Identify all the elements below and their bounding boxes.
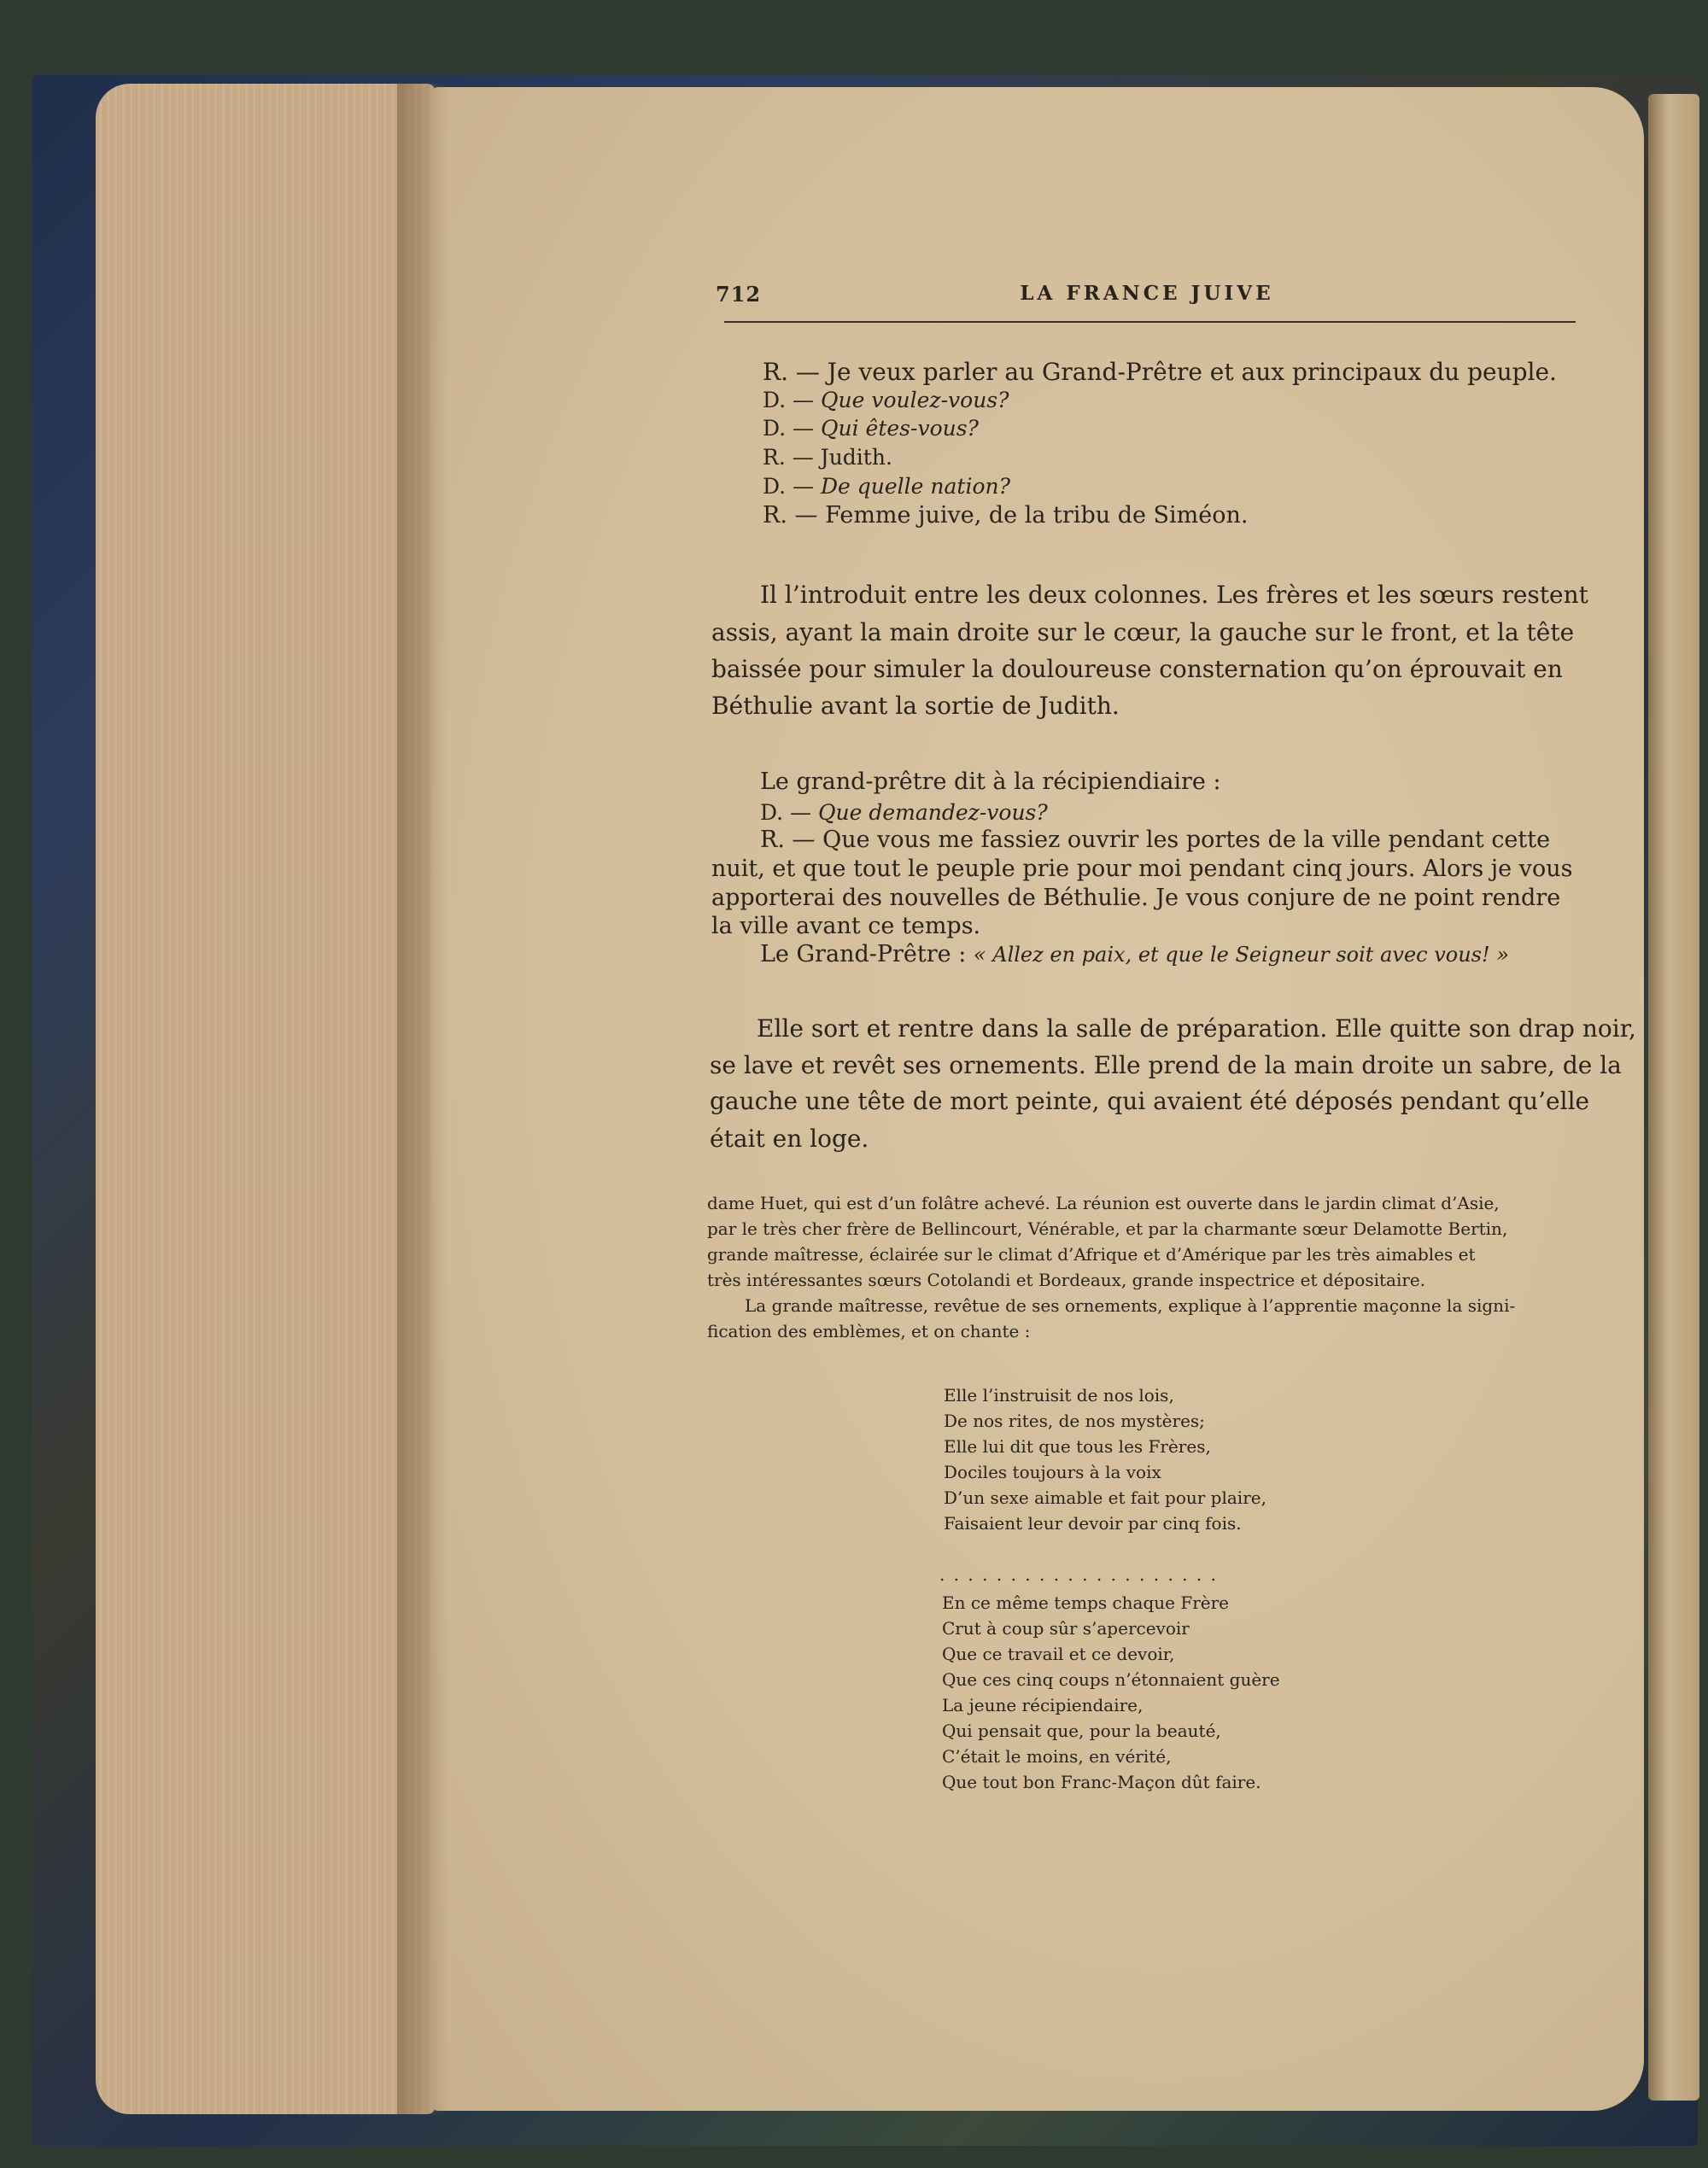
verse-line: Que ces cinq coups n’étonnaient guère xyxy=(942,1669,1280,1690)
header-rule xyxy=(724,321,1576,323)
speaker: D. — xyxy=(763,388,815,412)
footnote-line: grande maîtresse, éclairée sur le climat d’Afrique et d’Amérique par les très aimables et xyxy=(707,1244,1476,1265)
next-page-edge xyxy=(1648,94,1699,2101)
verse-line: Qui pensait que, pour la beauté, xyxy=(942,1721,1221,1741)
speaker: R. — xyxy=(763,358,820,386)
paragraph-line: se lave et revêt ses ornements. Elle prend de la main droite un sabre, de la xyxy=(710,1051,1622,1079)
verse-line: Dociles toujours à la voix xyxy=(944,1462,1161,1482)
verse-line: En ce même temps chaque Frère xyxy=(942,1592,1230,1613)
verse-line: Elle lui dit que tous les Frères, xyxy=(944,1436,1211,1457)
paragraph-line: Il l’introduit entre les deux colonnes. Les frères et les sœurs restent xyxy=(760,581,1588,609)
dialogue-text: Qui êtes-vous? xyxy=(821,416,979,441)
verse-line: De nos rites, de nos mystères; xyxy=(944,1411,1205,1431)
dialogue-line xyxy=(763,415,979,442)
footnote-line: dame Huet, qui est d’un folâtre achevé. La réunion est ouverte dans le jardin climat d’Asie, xyxy=(707,1193,1500,1213)
footnote-line: par le très cher frère de Bellincourt, Vénérable, et par la charmante sœur Delamotte Bertin, xyxy=(707,1218,1508,1239)
paragraph-line: était en loge. xyxy=(710,1125,869,1153)
answer-line: la ville avant ce temps. xyxy=(711,913,981,939)
dialogue-line xyxy=(763,387,1009,414)
speaker: R. — xyxy=(763,445,814,470)
paragraph-line: baissée pour simuler la douloureuse consternation qu’on éprouvait en xyxy=(711,655,1563,683)
verse-line: Que tout bon Franc-Maçon dût faire. xyxy=(942,1772,1261,1792)
dialogue-line xyxy=(763,502,1248,529)
dialogue-text: Que voulez-vous? xyxy=(821,388,1009,412)
speaker: D. — xyxy=(760,800,812,825)
dialogue-line xyxy=(760,799,1048,827)
dialogue-line xyxy=(763,359,1557,386)
dialogue-line xyxy=(763,444,892,471)
verse-line: D’un sexe aimable et fait pour plaire, xyxy=(944,1487,1266,1508)
footnote-line: La grande maîtresse, revêtue de ses ornements, explique à l’apprentie maçonne la signi- xyxy=(745,1295,1516,1316)
dialogue-text: De quelle nation? xyxy=(821,474,1011,499)
paragraph-line: gauche une tête de mort peinte, qui avaient été déposés pendant qu’elle xyxy=(710,1087,1590,1115)
dialogue-text: Je veux parler au Grand-Prêtre et aux principaux du peuple. xyxy=(827,358,1557,386)
dialogue-text: Judith. xyxy=(820,445,892,470)
closing-quote: « Allez en paix, et que le Seigneur soit avec vous! » xyxy=(973,943,1509,967)
speaker: R. — xyxy=(763,502,818,529)
answer-line: R. — Que vous me fassiez ouvrir les portes de la ville pendant cette xyxy=(760,827,1551,853)
speaker: Le Grand-Prêtre : xyxy=(760,941,967,967)
dialogue-intro: Le grand-prêtre dit à la récipiendiaire : xyxy=(760,768,1221,795)
running-head xyxy=(716,282,1578,319)
speaker: D. — xyxy=(763,474,815,499)
dialogue-text: Femme juive, de la tribu de Siméon. xyxy=(825,502,1249,529)
verse-line: Faisaient leur devoir par cinq fois. xyxy=(944,1513,1242,1534)
verse-line: Crut à coup sûr s’apercevoir xyxy=(942,1618,1190,1639)
speaker: D. — xyxy=(763,416,815,441)
verse-line: Elle l’instruisit de nos lois, xyxy=(944,1385,1174,1405)
verse-line: Que ce travail et ce devoir, xyxy=(942,1644,1175,1664)
verse-line: La jeune récipiendaire, xyxy=(942,1695,1144,1715)
footnote-line: fication des emblèmes, et on chante : xyxy=(707,1321,1031,1341)
footnote-line: très intéressantes sœurs Cotolandi et Bordeaux, grande inspectrice et dépositaire. xyxy=(707,1270,1426,1290)
paragraph-line: assis, ayant la main droite sur le cœur, la gauche sur le front, et la tête xyxy=(711,618,1575,646)
verse-line: C’était le moins, en vérité, xyxy=(942,1746,1172,1767)
answer-line: nuit, et que tout le peuple prie pour moi pendant cinq jours. Alors je vous xyxy=(711,856,1573,882)
dialogue-line xyxy=(763,473,1010,500)
running-title: LA FRANCE JUIVE xyxy=(1020,282,1274,305)
ellipsis: . . . . . . . . . . . . . . . . . . . . xyxy=(939,1564,1218,1585)
page-number: 712 xyxy=(716,282,762,307)
closing-line xyxy=(760,941,1509,968)
answer-line: apporterai des nouvelles de Béthulie. Je vous conjure de ne point rendre xyxy=(711,885,1561,911)
paragraph-line: Béthulie avant la sortie de Judith. xyxy=(711,692,1120,720)
page-block-edge xyxy=(96,84,436,2114)
paragraph-line: Elle sort et rentre dans la salle de préparation. Elle quitte son drap noir, xyxy=(757,1014,1636,1043)
page-gutter xyxy=(397,84,448,2114)
dialogue-text: Que demandez-vous? xyxy=(818,800,1048,825)
